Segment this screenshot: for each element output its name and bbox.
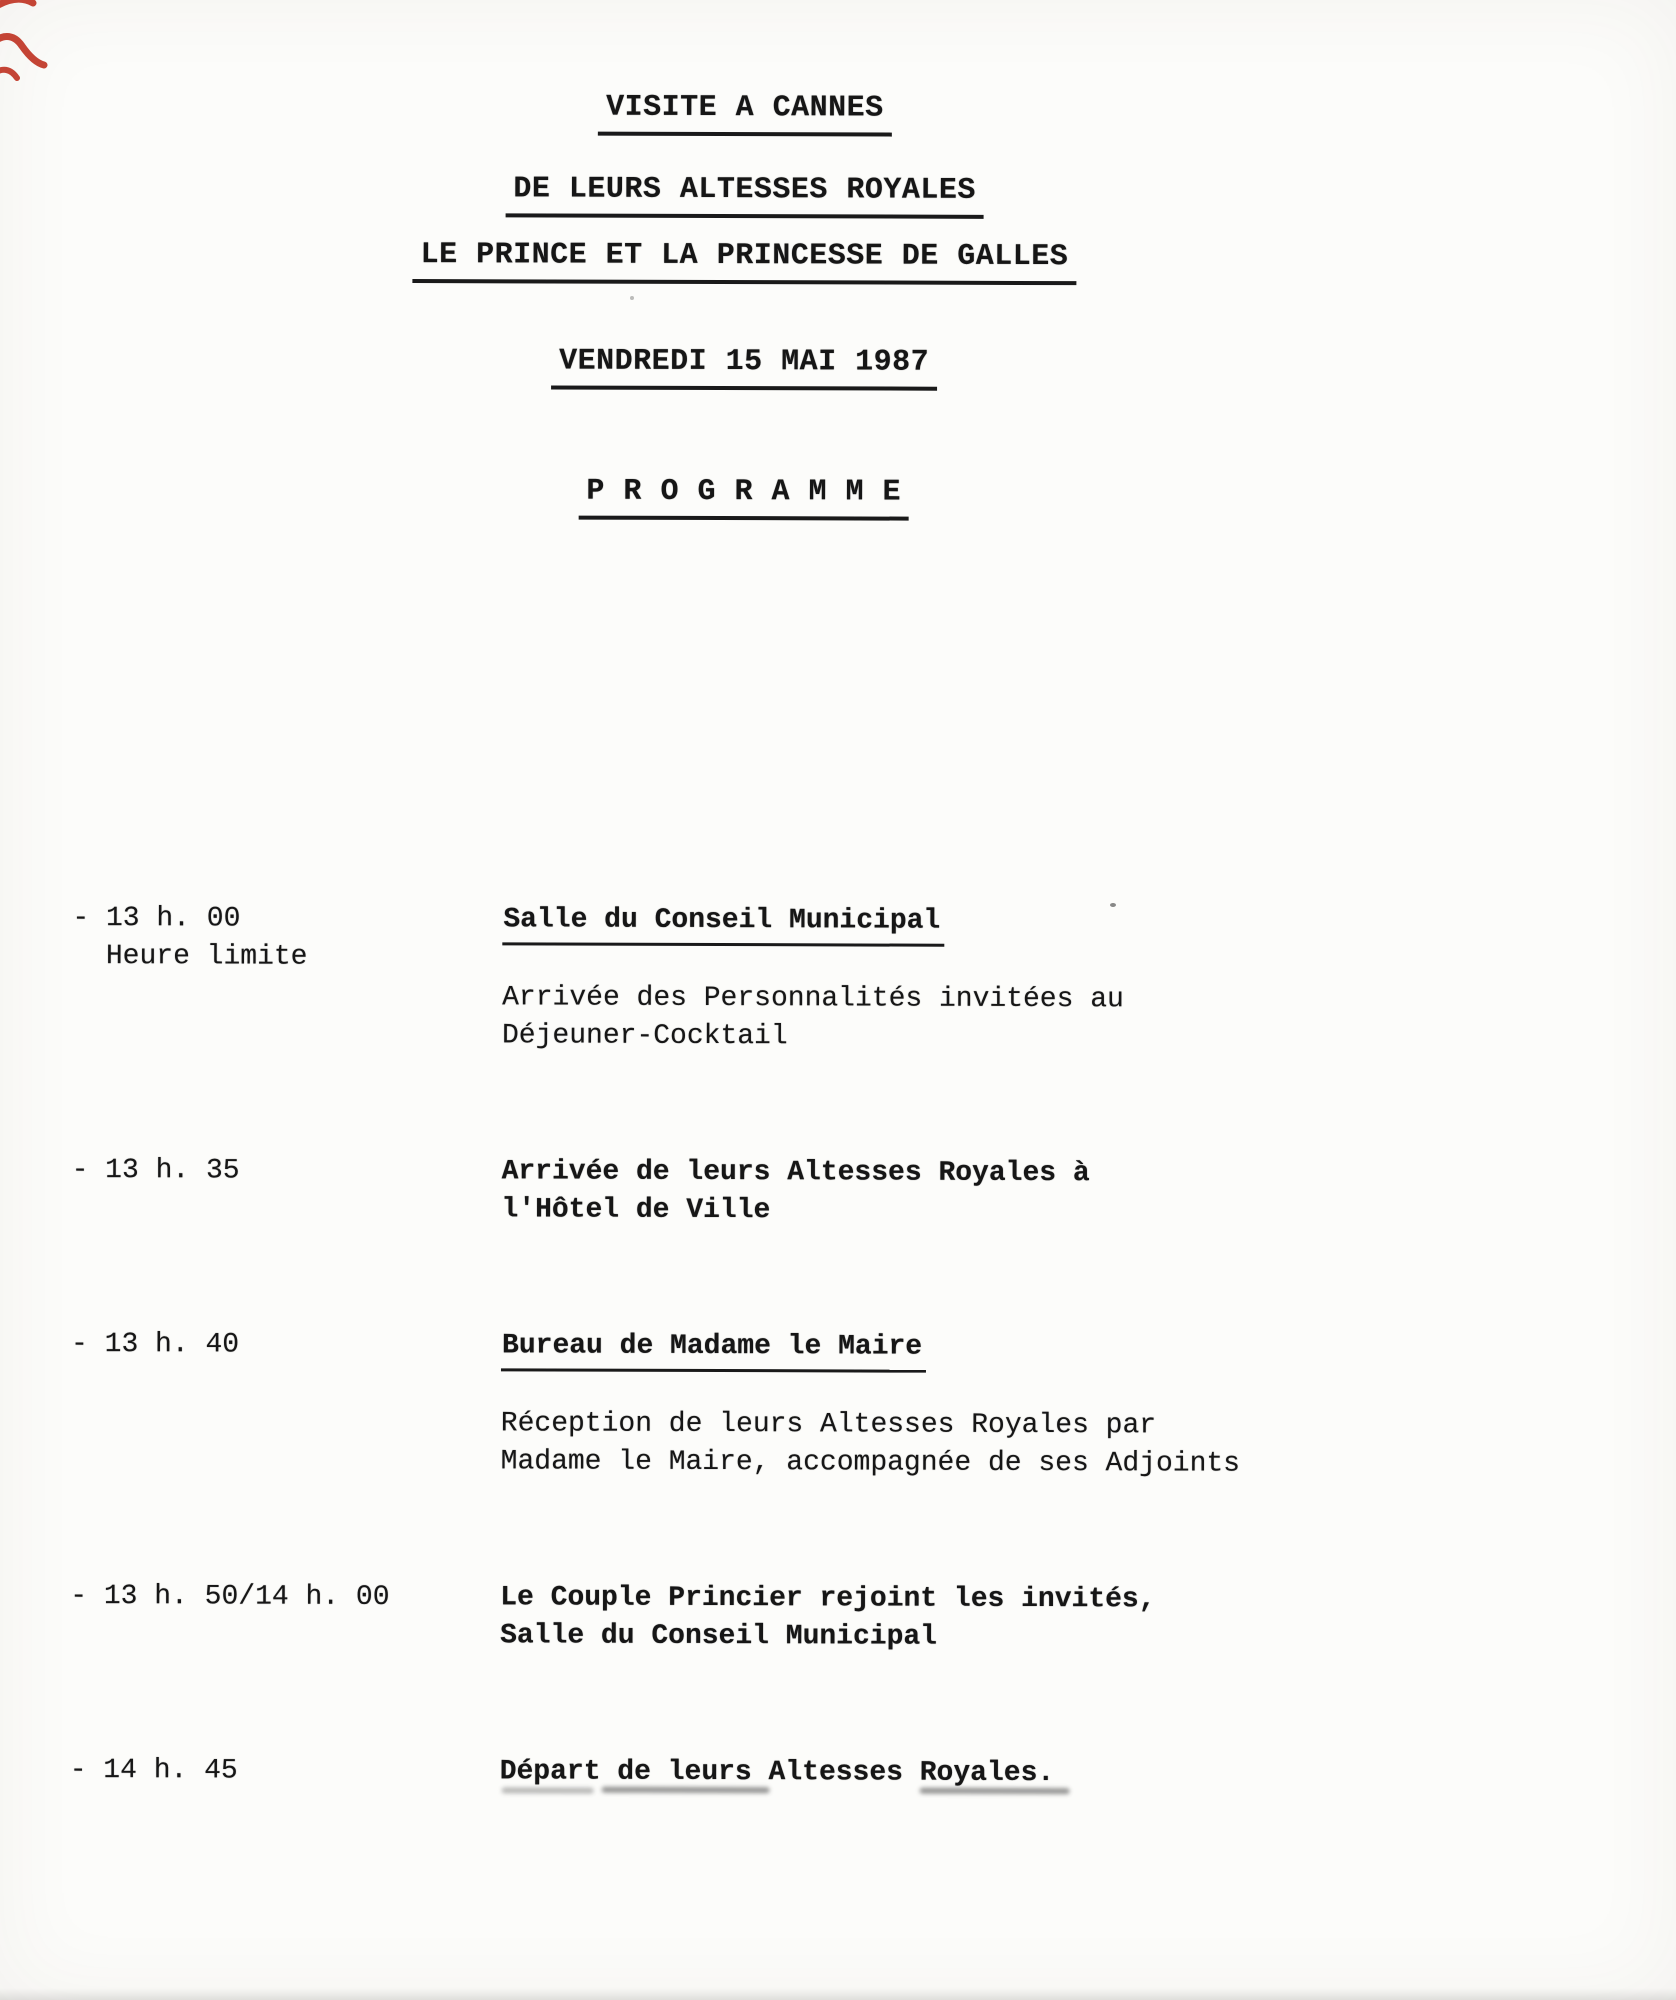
- text-line: Salle du Conseil Municipal: [500, 1620, 938, 1653]
- time-line: - 13 h. 40: [71, 1328, 240, 1361]
- schedule-detail: [502, 901, 1412, 1058]
- title-row: [75, 170, 1415, 220]
- schedule-time: [71, 1326, 501, 1481]
- title-row: [75, 88, 1415, 138]
- schedule-detail: [500, 1753, 1410, 1794]
- title-line-visite: VISITE A CANNES: [598, 90, 892, 137]
- schedule-detail: [500, 1579, 1410, 1658]
- schedule-block: [500, 1753, 1410, 1794]
- text-line: Départ de leurs Altesses Royales.: [499, 1756, 1055, 1790]
- underlined-heading-text: Salle du Conseil Municipal: [502, 901, 944, 946]
- scan-speck: [630, 296, 634, 300]
- ink-smudge: [920, 1788, 1070, 1794]
- text-line: Réception de leurs Altesses Royales par: [500, 1408, 1157, 1442]
- schedule-time: [70, 1752, 500, 1791]
- schedule: [70, 900, 1413, 1794]
- schedule-block: [502, 901, 1412, 948]
- schedule-time: [72, 900, 502, 1055]
- text-line: Madame le Maire, accompagnée de ses Adjoints: [500, 1446, 1241, 1480]
- text-line: Arrivée de leurs Altesses Royales à: [501, 1156, 1090, 1190]
- text-line: Le Couple Princier rejoint les invités,: [500, 1582, 1156, 1616]
- schedule-entry: [70, 1752, 1410, 1794]
- schedule-entry: [71, 1326, 1411, 1484]
- title-row: [74, 472, 1414, 522]
- time-line: - 14 h. 45: [69, 1754, 238, 1787]
- schedule-entry: [72, 900, 1412, 1058]
- title-line-altesses: DE LEURS ALTESSES ROYALES: [505, 171, 984, 219]
- title-row: [74, 236, 1414, 286]
- time-line: Heure limite: [72, 940, 308, 973]
- title-row: [74, 342, 1414, 392]
- schedule-detail: [501, 1153, 1411, 1232]
- schedule-block: [502, 979, 1412, 1058]
- title-line-prince: LE PRINCE ET LA PRINCESSE DE GALLES: [413, 237, 1077, 285]
- text-line: [502, 901, 1412, 948]
- time-line: - 13 h. 35: [71, 1154, 240, 1187]
- schedule-block: [501, 1405, 1411, 1484]
- schedule-block: [501, 1153, 1411, 1232]
- ink-smudge: [602, 1787, 770, 1794]
- text-line: Déjeuner-Cocktail: [501, 1020, 788, 1053]
- time-line: - 13 h. 00: [72, 902, 241, 935]
- schedule-time: [70, 1578, 500, 1655]
- text-line: l'Hôtel de Ville: [501, 1194, 771, 1227]
- text-line: [501, 1327, 1411, 1374]
- schedule-block: [501, 1327, 1411, 1374]
- red-pen-scribble: [0, 0, 68, 86]
- schedule-block: [500, 1579, 1410, 1658]
- underlined-heading-text: Bureau de Madame le Maire: [501, 1327, 926, 1372]
- programme-heading: P R O G R A M M E: [578, 474, 909, 521]
- text-line: Arrivée des Personnalités invitées au: [502, 982, 1124, 1016]
- schedule-entry: [70, 1578, 1410, 1658]
- ink-smudge: [502, 1787, 594, 1793]
- document-content: [70, 88, 1415, 1794]
- schedule-detail: [501, 1327, 1411, 1484]
- scan-speck: [1110, 903, 1116, 907]
- time-line: - 13 h. 50/14 h. 00: [70, 1580, 390, 1613]
- bottom-edge-shadow: [0, 1988, 1676, 2000]
- schedule-time: [71, 1152, 501, 1229]
- title-line-date: VENDREDI 15 MAI 1987: [551, 343, 937, 390]
- title-block: [74, 88, 1415, 522]
- schedule-entry: [71, 1152, 1411, 1232]
